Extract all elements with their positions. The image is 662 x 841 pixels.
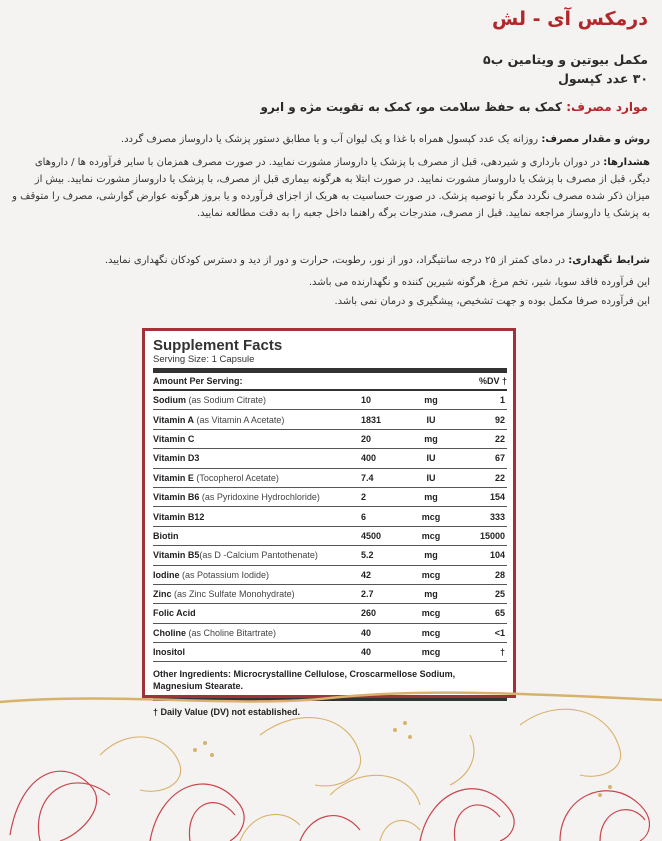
facts-row — [153, 391, 507, 410]
nutrient-name — [153, 512, 361, 522]
nutrient-unit: mcg — [421, 627, 441, 638]
dosage-text: روزانه یک عدد کپسول همراه با غذا و یک لیوان آب و یا مطابق دستور پزشک یا داروساز مصرف گردد. — [120, 134, 539, 145]
nutrient-quantity: 5.2 — [361, 550, 374, 561]
facts-row — [153, 488, 507, 507]
nutrient-source: (as Zinc Sulfate Monohydrate) — [171, 589, 295, 600]
nutrient-label: Vitamin E — [153, 472, 194, 483]
nutrient-source: (as Vitamin A Acetate) — [194, 414, 285, 425]
nutrient-dv: 104 — [489, 550, 505, 561]
nutrient-dv: 28 — [494, 569, 505, 580]
nutrient-unit: IU — [426, 453, 436, 464]
nutrient-dv: 22 — [494, 433, 505, 444]
dosage-paragraph — [12, 131, 650, 148]
facts-row — [153, 507, 507, 526]
nutrient-quantity: 40 — [361, 627, 372, 638]
nutrient-source: (as D -Calcium Pantothenate) — [199, 550, 318, 561]
nutrient-unit: mcg — [421, 511, 441, 522]
facts-row — [153, 624, 507, 643]
nutrient-quantity: 1831 — [361, 414, 382, 425]
nutrient-name — [153, 395, 361, 405]
nutrient-name — [153, 647, 361, 657]
nutrient-label: Vitamin B6 — [153, 492, 200, 503]
serving-size: Serving Size: 1 Capsule — [153, 354, 507, 373]
amount-header — [153, 373, 507, 391]
nutrient-name — [153, 628, 361, 638]
supplement-facts-panel — [142, 328, 516, 718]
facts-row — [153, 566, 507, 585]
product-subtitle: مکمل بیوتین و ویتامین ب۵ — [483, 52, 648, 67]
nutrient-name — [153, 453, 361, 463]
warnings-text: در دوران بارداری و شیردهی، قبل از مصرف با پزشک یا داروساز مشورت نمایید. در صورت مصرف همزمان با سایر فرآورده ها / داروهای دیگر، قبل از مصرف با پزشک یا داروساز مشورت نمایید. در صورت ابتلا به هرگونه بیماری قبل از مصرف، با پزشک یا داروساز مشورت نمایید. بیش از میزان ذکر شده مصرف نگردد مگر با توصیه پزشک. در صورت حساسیت به هریک از اجزای فرآورده و یا بروز هرگونه عوارض گوارشی، مصرف را متوقف و به پزشک یا داروساز مراجعه نمایید. قبل از مصرف، مندرجات برگه راهنما داخل جعبه را به دقت مطالعه نمایید. — [12, 157, 650, 219]
facts-row — [153, 527, 507, 546]
note-line-1: این فرآورده فاقد سویا، شیر، تخم مرغ، هرگونه شیرین کننده و نگهدارنده می باشد. — [308, 277, 650, 288]
storage-label: شرایط نگهداری: — [568, 255, 650, 266]
dv-label: %DV † — [478, 376, 507, 386]
nutrient-quantity: 4500 — [361, 530, 382, 541]
floral-illustration — [0, 695, 662, 841]
dv-footnote: † Daily Value (DV) not established. — [153, 707, 301, 718]
nutrient-dv: 22 — [494, 472, 505, 483]
nutrient-name — [153, 473, 361, 483]
nutrient-unit: IU — [426, 414, 436, 425]
facts-row — [153, 643, 507, 662]
nutrient-quantity: 40 — [361, 647, 372, 658]
nutrient-unit: mg — [424, 395, 438, 406]
nutrient-source: (as Sodium Citrate) — [186, 395, 267, 406]
nutrient-quantity: 7.4 — [361, 472, 374, 483]
nutrient-dv: 25 — [494, 589, 505, 600]
nutrient-dv: † — [499, 647, 505, 658]
warnings-label: هشدارها: — [603, 157, 650, 168]
nutrient-unit: mg — [424, 492, 438, 503]
facts-row — [153, 469, 507, 488]
nutrient-dv: 154 — [489, 492, 505, 503]
nutrient-label: Zinc — [153, 589, 172, 600]
nutrient-quantity: 400 — [361, 453, 377, 464]
note-line-2: این فرآورده صرفا مکمل بوده و جهت تشخیص، پیشگیری و درمان نمی باشد. — [334, 296, 650, 307]
nutrient-name — [153, 570, 361, 580]
nutrient-label: Vitamin A — [153, 414, 195, 425]
nutrient-name — [153, 531, 361, 541]
capsule-count: ۳۰ عدد کپسول — [558, 71, 648, 86]
nutrient-label: Inositol — [153, 647, 185, 658]
nutrient-unit: mcg — [421, 530, 441, 541]
nutrient-dv: <1 — [494, 627, 505, 638]
nutrient-quantity: 6 — [361, 511, 367, 522]
warnings-paragraph — [12, 154, 650, 222]
nutrient-name — [153, 434, 361, 444]
facts-row — [153, 430, 507, 449]
nutrient-dv: 92 — [494, 414, 505, 425]
nutrient-unit: IU — [426, 472, 436, 483]
facts-title: Supplement Facts — [153, 337, 283, 354]
usage-text: کمک به حفظ سلامت مو، کمک به تقویت مژه و ابرو — [260, 100, 563, 114]
nutrient-dv: 65 — [494, 608, 505, 619]
nutrient-quantity: 20 — [361, 433, 372, 444]
nutrient-quantity: 2 — [361, 492, 367, 503]
nutrient-unit: mcg — [421, 569, 441, 580]
nutrient-unit: mcg — [421, 647, 441, 658]
nutrient-label: Vitamin C — [153, 433, 195, 444]
nutrient-unit: mg — [424, 433, 438, 444]
nutrient-unit: mg — [424, 589, 438, 600]
nutrient-dv: 67 — [494, 453, 505, 464]
facts-row — [153, 410, 507, 429]
usage-label: موارد مصرف: — [566, 100, 648, 114]
nutrient-dv: 15000 — [479, 530, 505, 541]
nutrient-source: (as Pyridoxine Hydrochloride) — [199, 492, 320, 503]
nutrient-name — [153, 492, 361, 502]
nutrient-label: Folic Acid — [153, 608, 196, 619]
product-title: درمکس آی - لش — [491, 8, 648, 30]
usage-line — [261, 100, 648, 114]
facts-row — [153, 585, 507, 604]
facts-rows — [153, 391, 507, 662]
nutrient-source: (Tocopherol Acetate) — [193, 472, 279, 483]
nutrient-source: (as Choline Bitartrate) — [186, 627, 277, 638]
nutrient-name — [153, 589, 361, 599]
nutrient-quantity: 260 — [361, 608, 377, 619]
nutrient-unit: mcg — [421, 608, 441, 619]
nutrient-label: Vitamin B5 — [153, 550, 200, 561]
nutrient-label: Choline — [153, 627, 186, 638]
nutrient-label: Biotin — [153, 530, 179, 541]
nutrient-name — [153, 415, 361, 425]
nutrient-unit: mg — [424, 550, 438, 561]
other-ingredients: Other Ingredients: Microcrystalline Cellulose, Croscarmellose Sodium, Magnesium Stearate. — [153, 662, 507, 701]
nutrient-label: Vitamin D3 — [153, 453, 200, 464]
facts-row — [153, 449, 507, 468]
storage-text: در دمای کمتر از ۲۵ درجه سانتیگراد، دور از نور، رطوبت، حرارت و دور از دید و دسترس کودکان نگهداری نمایید. — [104, 255, 566, 266]
storage-paragraph — [12, 252, 650, 269]
nutrient-quantity: 2.7 — [361, 589, 374, 600]
nutrient-label: Vitamin B12 — [153, 511, 205, 522]
nutrient-dv: 1 — [499, 395, 505, 406]
nutrient-name — [153, 608, 361, 618]
nutrient-label: Sodium — [153, 395, 186, 406]
nutrient-label: Iodine — [153, 569, 180, 580]
dosage-label: روش و مقدار مصرف: — [541, 134, 650, 145]
facts-row — [153, 604, 507, 623]
nutrient-quantity: 10 — [361, 395, 372, 406]
nutrient-quantity: 42 — [361, 569, 372, 580]
nutrient-dv: 333 — [489, 511, 505, 522]
nutrient-source: (as Potassium Iodide) — [179, 569, 270, 580]
amount-label: Amount Per Serving: — [153, 376, 243, 386]
nutrient-name — [153, 550, 361, 560]
facts-row — [153, 546, 507, 565]
